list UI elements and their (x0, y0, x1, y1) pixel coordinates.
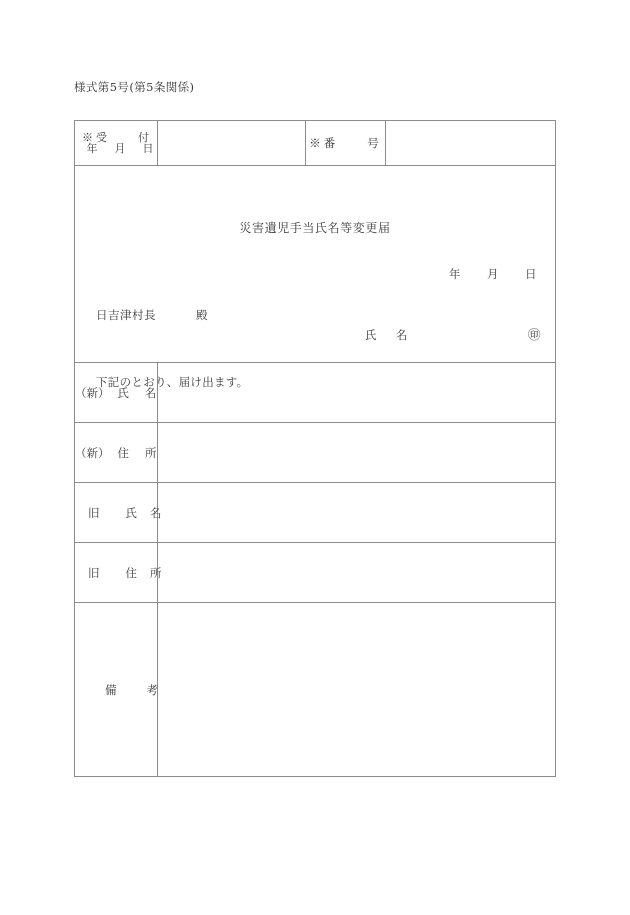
receipt-row (75, 121, 556, 166)
applicant-name-line (365, 327, 541, 343)
label-new-name-head: （新） (75, 385, 110, 400)
addressee-name: 日吉津村長 (96, 308, 156, 322)
label-old-address (75, 543, 162, 603)
label-old-address-head: 旧 (88, 565, 113, 580)
date-year-label: 年 (449, 267, 461, 281)
label-new-address-tail-a: 住 (117, 445, 137, 460)
label-remarks (75, 603, 158, 777)
addressee-honorific: 殿 (196, 308, 208, 322)
table-row-old-name (75, 483, 556, 543)
date-day-label: 日 (525, 267, 537, 281)
header-block (75, 166, 555, 389)
label-new-address-head: （新） (75, 445, 110, 460)
table-row-old-address (75, 543, 556, 603)
value-new-address[interactable] (158, 423, 556, 483)
applicant-name-label: 氏 名 (365, 328, 412, 342)
label-new-name-tail-b: 名 (145, 385, 165, 400)
table-row-remarks (75, 603, 556, 777)
value-new-name[interactable] (158, 363, 556, 423)
label-new-name (75, 363, 165, 423)
receipt-label-line2: 年 月 日 (86, 142, 157, 155)
receipt-number-value-cell[interactable] (386, 121, 556, 166)
table-row-new-address (75, 423, 556, 483)
declaration-statement: 下記のとおり、届け出ます。 (96, 375, 249, 389)
page-title: 災害遺児手当氏名等変更届 (239, 221, 391, 235)
submission-date-line (449, 266, 537, 282)
label-old-name-tail-a: 氏 (125, 505, 150, 520)
receipt-label-line1: 受 付 (96, 131, 152, 144)
receipt-date-value-cell[interactable] (158, 121, 306, 166)
label-old-name-tail-b: 名 (150, 505, 162, 520)
label-old-name (75, 483, 162, 543)
receipt-marker-icon: ※ (82, 131, 96, 144)
label-old-name-head: 旧 (88, 505, 113, 520)
label-new-address (75, 423, 165, 483)
header-block-cell (75, 166, 556, 389)
label-new-address-tail-b: 所 (145, 445, 165, 460)
table-row-new-name (75, 363, 556, 423)
receipt-date-label-cell (75, 121, 158, 166)
label-old-address-tail-b: 所 (150, 565, 162, 580)
label-remarks-b: 考 (146, 682, 158, 697)
value-remarks[interactable] (158, 603, 556, 777)
value-old-address[interactable] (158, 543, 556, 603)
label-old-address-tail-a: 住 (125, 565, 150, 580)
label-remarks-a: 備 (105, 682, 147, 697)
date-month-label: 月 (487, 267, 499, 281)
notification-form-table (74, 120, 556, 777)
seal-icon: ㊞ (527, 326, 541, 342)
addressee-line (96, 307, 208, 323)
receipt-number-label-cell: ※番 号 (306, 121, 386, 166)
value-old-name[interactable] (158, 483, 556, 543)
header-block-row (75, 166, 556, 363)
form-number-label: 様式第5号(第5条関係) (74, 80, 195, 94)
label-new-name-tail-a: 氏 (117, 385, 137, 400)
